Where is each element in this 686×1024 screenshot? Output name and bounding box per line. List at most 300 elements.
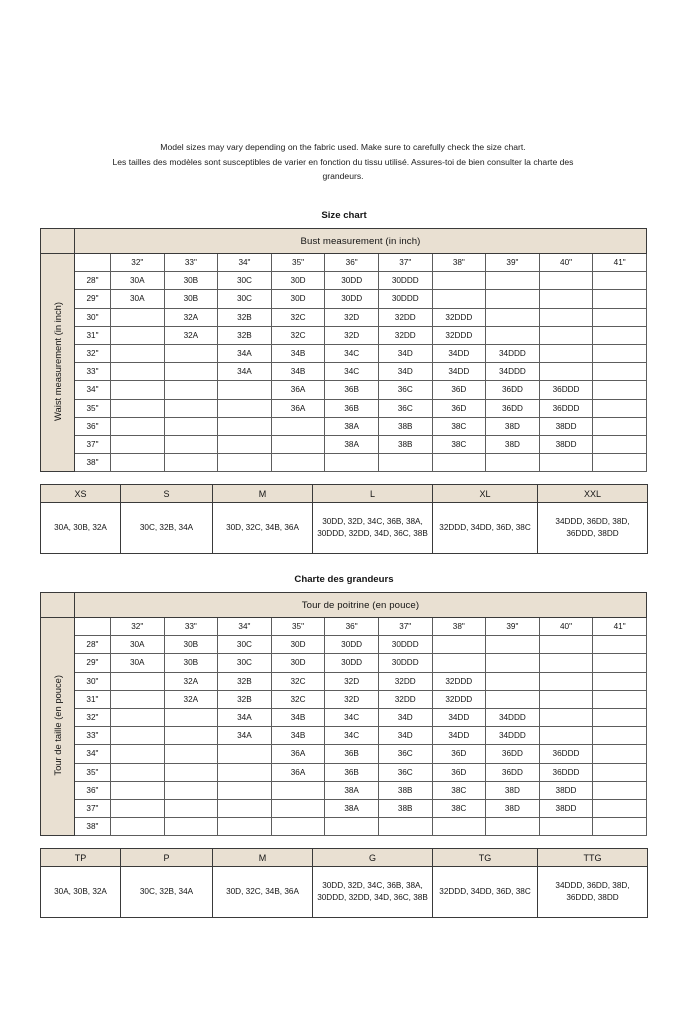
waist-axis-label-cell-english [41, 254, 75, 472]
bra-size-cell [110, 363, 164, 381]
table-row [41, 690, 647, 708]
table-row [41, 454, 647, 472]
bra-size-cell: 38B [378, 799, 432, 817]
size-letters-head-french [41, 849, 648, 867]
intro-paragraph [43, 140, 643, 184]
bra-size-cell: 38D [486, 781, 540, 799]
bra-size-cell: 30A [110, 272, 164, 290]
bra-size-cell: 30A [110, 290, 164, 308]
bra-size-cell: 38B [378, 417, 432, 435]
bust-header-fr-10: 41" [593, 618, 647, 636]
size-label-fr-3: G [313, 849, 433, 867]
bra-size-cell: 30DDD [378, 272, 432, 290]
bra-size-cell [110, 308, 164, 326]
bra-size-cell [164, 344, 218, 362]
bra-size-cell [539, 708, 593, 726]
bra-size-cell: 38DD [539, 417, 593, 435]
bra-size-cell: 38B [378, 435, 432, 453]
size-label-fr-4: TG [433, 849, 538, 867]
bust-header-blank [74, 254, 110, 272]
waist-axis-label-french: Tour de taille (en pouce) [51, 675, 63, 776]
bra-size-cell [164, 763, 218, 781]
size-letters-head-english [41, 485, 648, 503]
bust-header-fr-3: 34" [218, 618, 272, 636]
waist-value-fr-1: 29" [74, 654, 110, 672]
bra-size-cell [432, 636, 486, 654]
bra-size-cell: 36B [325, 745, 379, 763]
bra-size-cell: 36D [432, 763, 486, 781]
size-values-en-5: 34DDD, 36DD, 38D, 36DDD, 38DD [538, 503, 648, 554]
table-row [41, 636, 647, 654]
waist-value-fr-5: 33" [74, 727, 110, 745]
bra-size-cell: 38C [432, 435, 486, 453]
bra-size-cell: 30C [218, 654, 272, 672]
bra-size-cell: 36D [432, 399, 486, 417]
table-row [41, 745, 647, 763]
size-letters-value-row [41, 503, 648, 554]
bra-size-cell: 32DD [378, 308, 432, 326]
table-row [41, 799, 647, 817]
bra-size-cell [432, 290, 486, 308]
size-values-en-1: 30C, 32B, 34A [121, 503, 213, 554]
bra-size-cell [486, 290, 540, 308]
bra-size-cell [164, 435, 218, 453]
table-row [41, 763, 647, 781]
bra-size-cell: 32A [164, 326, 218, 344]
measurement-body-english [41, 229, 647, 472]
bra-size-cell [218, 745, 272, 763]
table-row [41, 399, 647, 417]
size-letters-french [40, 848, 647, 918]
bra-size-cell [218, 799, 272, 817]
header-row-english [41, 254, 647, 272]
size-label-fr-5: TTG [538, 849, 648, 867]
bust-header-en-5: 36" [325, 254, 379, 272]
bra-size-cell: 34C [325, 344, 379, 362]
bra-size-cell: 36D [432, 381, 486, 399]
bra-size-cell: 30DDD [378, 290, 432, 308]
intro-line-english: Model sizes may vary depending on the fabric used. Make sure to carefully check the size chart. [160, 142, 526, 152]
banner-row [41, 593, 647, 618]
bra-size-cell [593, 727, 647, 745]
size-label-en-5: XXL [538, 485, 648, 503]
measurement-table-french [40, 592, 647, 836]
bust-waist-chart-english [40, 228, 647, 472]
bra-size-cell [164, 799, 218, 817]
size-values-en-4: 32DDD, 34DD, 36D, 38C [433, 503, 538, 554]
bra-size-cell: 32C [271, 308, 325, 326]
bra-size-cell: 34C [325, 708, 379, 726]
bra-size-cell [110, 454, 164, 472]
bra-size-cell [593, 799, 647, 817]
measurement-body-french [41, 593, 647, 836]
bra-size-cell [539, 344, 593, 362]
bra-size-cell [593, 344, 647, 362]
bra-size-cell: 30D [271, 654, 325, 672]
bra-size-cell: 34D [378, 344, 432, 362]
bra-size-cell [539, 690, 593, 708]
bra-size-cell: 38A [325, 435, 379, 453]
bra-size-cell [110, 818, 164, 836]
bra-size-cell: 36DD [486, 381, 540, 399]
bra-size-cell [432, 272, 486, 290]
bra-size-cell: 38DD [539, 799, 593, 817]
bra-size-cell: 32B [218, 308, 272, 326]
waist-value-fr-4: 32" [74, 708, 110, 726]
bra-size-cell [110, 435, 164, 453]
waist-value-en-2: 30" [74, 308, 110, 326]
bra-size-cell: 30D [271, 272, 325, 290]
waist-value-en-3: 31" [74, 326, 110, 344]
bra-size-cell [593, 308, 647, 326]
bust-header-en-2: 33" [164, 254, 218, 272]
bra-size-cell: 34D [378, 727, 432, 745]
bra-size-cell: 36DDD [539, 763, 593, 781]
bra-size-cell [539, 272, 593, 290]
table-row [41, 727, 647, 745]
bra-size-cell: 34DDD [486, 344, 540, 362]
bra-size-cell [164, 781, 218, 799]
bra-size-cell [164, 417, 218, 435]
bra-size-cell [486, 690, 540, 708]
size-letters-value-row [41, 867, 648, 918]
bra-size-cell [110, 690, 164, 708]
bra-size-cell: 32DDD [432, 690, 486, 708]
bra-size-cell [218, 417, 272, 435]
bra-size-cell [486, 326, 540, 344]
bra-size-cell: 36A [271, 399, 325, 417]
bra-size-cell [539, 326, 593, 344]
bra-size-cell: 32A [164, 308, 218, 326]
bra-size-cell: 30DD [325, 636, 379, 654]
bra-size-cell: 30C [218, 272, 272, 290]
size-letters-table-english [40, 484, 648, 554]
bra-size-cell [539, 454, 593, 472]
bust-header-fr-9: 40" [539, 618, 593, 636]
bra-size-cell [539, 363, 593, 381]
bra-size-cell [218, 381, 272, 399]
bra-size-cell [593, 672, 647, 690]
bra-size-cell [218, 781, 272, 799]
bra-size-cell: 32B [218, 326, 272, 344]
bra-size-cell [593, 326, 647, 344]
bra-size-cell [164, 727, 218, 745]
bra-size-cell: 34C [325, 727, 379, 745]
bra-size-cell: 32DDD [432, 308, 486, 326]
bra-size-cell [271, 818, 325, 836]
bra-size-cell: 36C [378, 763, 432, 781]
intro-line-french-2: grandeurs. [322, 171, 364, 182]
size-letters-english [40, 484, 647, 554]
bra-size-cell [110, 344, 164, 362]
bra-size-cell [486, 272, 540, 290]
bra-size-cell [325, 818, 379, 836]
bra-size-cell [593, 399, 647, 417]
bra-size-cell: 38C [432, 781, 486, 799]
bra-size-cell [593, 763, 647, 781]
bra-size-cell [486, 672, 540, 690]
waist-axis-label-english: Waist measurement (in inch) [51, 302, 63, 422]
bra-size-cell: 32B [218, 672, 272, 690]
bra-size-cell [593, 636, 647, 654]
bra-size-cell: 32C [271, 672, 325, 690]
bra-size-cell [164, 818, 218, 836]
bra-size-cell: 32DD [378, 326, 432, 344]
bra-size-cell [325, 454, 379, 472]
bra-size-cell [164, 745, 218, 763]
banner-corner [41, 229, 75, 254]
bra-size-cell [486, 818, 540, 836]
bra-size-cell: 30A [110, 636, 164, 654]
table-row [41, 308, 647, 326]
bra-size-cell: 34A [218, 727, 272, 745]
bra-size-cell [539, 654, 593, 672]
size-letters-body-english [41, 503, 648, 554]
size-letters-header-row [41, 485, 648, 503]
bra-size-cell: 34DDD [486, 727, 540, 745]
bra-size-cell: 32C [271, 690, 325, 708]
size-label-fr-0: TP [41, 849, 121, 867]
table-row [41, 381, 647, 399]
waist-value-fr-9: 37" [74, 799, 110, 817]
bra-size-cell [110, 399, 164, 417]
bra-size-cell: 38A [325, 417, 379, 435]
size-letters-body-french [41, 867, 648, 918]
bra-size-cell: 30B [164, 654, 218, 672]
size-label-en-0: XS [41, 485, 121, 503]
bra-size-cell [486, 636, 540, 654]
bra-size-cell: 34B [271, 344, 325, 362]
bra-size-cell: 34D [378, 363, 432, 381]
bra-size-cell [593, 745, 647, 763]
bra-size-cell: 36DD [486, 763, 540, 781]
bra-size-cell [378, 454, 432, 472]
bra-size-cell: 34DDD [486, 363, 540, 381]
bust-header-en-7: 38" [432, 254, 486, 272]
bra-size-cell [539, 727, 593, 745]
table-row [41, 272, 647, 290]
waist-value-fr-7: 35" [74, 763, 110, 781]
bra-size-cell [110, 763, 164, 781]
bust-header-blank [74, 618, 110, 636]
bra-size-cell [432, 818, 486, 836]
bust-header-fr-1: 32" [110, 618, 164, 636]
bra-size-cell [271, 799, 325, 817]
bust-header-fr-7: 38" [432, 618, 486, 636]
bra-size-cell [271, 435, 325, 453]
bra-size-cell [378, 818, 432, 836]
waist-value-fr-6: 34" [74, 745, 110, 763]
bra-size-cell [593, 654, 647, 672]
bra-size-cell [110, 708, 164, 726]
bra-size-cell: 34DD [432, 708, 486, 726]
bra-size-cell: 30B [164, 290, 218, 308]
waist-value-en-6: 34" [74, 381, 110, 399]
bra-size-cell [593, 454, 647, 472]
size-values-en-0: 30A, 30B, 32A [41, 503, 121, 554]
waist-value-en-0: 28" [74, 272, 110, 290]
bra-size-cell: 36DDD [539, 381, 593, 399]
bra-size-cell: 32B [218, 690, 272, 708]
waist-value-fr-10: 38" [74, 818, 110, 836]
waist-value-fr-2: 30" [74, 672, 110, 690]
bra-size-cell: 34B [271, 363, 325, 381]
bra-size-cell [539, 818, 593, 836]
bust-header-fr-5: 36" [325, 618, 379, 636]
bra-size-cell: 30D [271, 636, 325, 654]
page-title-english: Size chart [321, 210, 367, 221]
size-values-fr-5: 34DDD, 36DD, 38D, 36DDD, 38DD [538, 867, 648, 918]
bra-size-cell [593, 290, 647, 308]
bra-size-cell: 32D [325, 690, 379, 708]
bra-size-cell [593, 417, 647, 435]
bra-size-cell [486, 454, 540, 472]
bra-size-cell [593, 708, 647, 726]
bra-size-cell: 34A [218, 708, 272, 726]
bra-size-cell: 38D [486, 417, 540, 435]
table-row [41, 708, 647, 726]
table-row [41, 654, 647, 672]
size-values-fr-1: 30C, 32B, 34A [121, 867, 213, 918]
bra-size-cell [110, 326, 164, 344]
bra-size-cell [110, 799, 164, 817]
bra-size-cell: 30DD [325, 272, 379, 290]
size-values-fr-4: 32DDD, 34DD, 36D, 38C [433, 867, 538, 918]
bra-size-cell [593, 363, 647, 381]
bra-size-cell: 36A [271, 763, 325, 781]
bust-header-en-9: 40" [539, 254, 593, 272]
bra-size-cell: 32D [325, 672, 379, 690]
bust-header-en-6: 37" [378, 254, 432, 272]
bra-size-cell: 30DD [325, 654, 379, 672]
bra-size-cell: 32DDD [432, 672, 486, 690]
bra-size-cell [110, 672, 164, 690]
bra-size-cell [432, 654, 486, 672]
bust-header-en-10: 41" [593, 254, 647, 272]
bra-size-cell [593, 381, 647, 399]
size-values-fr-3: 30DD, 32D, 34C, 36B, 38A, 30DDD, 32DD, 34D, 36C, 38B [313, 867, 433, 918]
bra-size-cell [539, 308, 593, 326]
bra-size-cell: 36DD [486, 745, 540, 763]
waist-value-fr-8: 36" [74, 781, 110, 799]
bra-size-cell: 32C [271, 326, 325, 344]
bra-size-cell: 32DD [378, 690, 432, 708]
size-letters-header-row [41, 849, 648, 867]
bra-size-cell: 36C [378, 745, 432, 763]
bust-header-en-1: 32" [110, 254, 164, 272]
bra-size-cell [593, 690, 647, 708]
bra-size-cell: 34DDD [486, 708, 540, 726]
table-row [41, 435, 647, 453]
bra-size-cell: 38DD [539, 435, 593, 453]
bust-header-fr-4: 35" [271, 618, 325, 636]
bra-size-cell: 30B [164, 636, 218, 654]
bra-size-cell [593, 435, 647, 453]
waist-value-en-4: 32" [74, 344, 110, 362]
bra-size-cell: 34B [271, 708, 325, 726]
bra-size-cell: 32DD [378, 672, 432, 690]
banner-corner [41, 593, 75, 618]
table-row [41, 363, 647, 381]
bra-size-cell: 34C [325, 363, 379, 381]
bra-size-cell [218, 763, 272, 781]
bra-size-cell: 34DD [432, 727, 486, 745]
size-label-fr-1: P [121, 849, 213, 867]
bra-size-cell [110, 727, 164, 745]
bra-size-cell [164, 399, 218, 417]
size-label-en-2: M [213, 485, 313, 503]
bra-size-cell: 32A [164, 672, 218, 690]
bra-size-cell [486, 308, 540, 326]
table-row [41, 818, 647, 836]
bra-size-cell: 38DD [539, 781, 593, 799]
bra-size-cell: 36C [378, 399, 432, 417]
table-row [41, 290, 647, 308]
bra-size-cell: 38A [325, 799, 379, 817]
bra-size-cell: 34A [218, 344, 272, 362]
waist-value-fr-3: 31" [74, 690, 110, 708]
bra-size-cell: 38B [378, 781, 432, 799]
bra-size-cell [271, 417, 325, 435]
bra-size-cell [218, 818, 272, 836]
waist-value-en-5: 33" [74, 363, 110, 381]
header-row-french [41, 618, 647, 636]
waist-value-en-8: 36" [74, 417, 110, 435]
bra-size-cell [164, 708, 218, 726]
bra-size-cell [539, 672, 593, 690]
bra-size-cell: 36D [432, 745, 486, 763]
bra-size-cell [164, 363, 218, 381]
bra-size-cell: 38D [486, 799, 540, 817]
bra-size-cell: 30C [218, 290, 272, 308]
bra-size-cell [164, 381, 218, 399]
bra-size-cell: 32A [164, 690, 218, 708]
bra-size-cell: 38D [486, 435, 540, 453]
bra-size-cell: 34D [378, 708, 432, 726]
bust-banner-english: Bust measurement (in inch) [74, 229, 646, 254]
size-values-en-2: 30D, 32C, 34B, 36A [213, 503, 313, 554]
bra-size-cell: 36A [271, 381, 325, 399]
bra-size-cell [593, 818, 647, 836]
bust-header-fr-8: 39" [486, 618, 540, 636]
bra-size-cell: 36DDD [539, 399, 593, 417]
size-values-fr-0: 30A, 30B, 32A [41, 867, 121, 918]
bra-size-cell [110, 745, 164, 763]
bra-size-cell: 30DDD [378, 654, 432, 672]
bra-size-cell [218, 435, 272, 453]
bra-size-cell [110, 417, 164, 435]
bra-size-cell: 30DD [325, 290, 379, 308]
bra-size-cell [486, 654, 540, 672]
bra-size-cell: 36C [378, 381, 432, 399]
bust-header-fr-6: 37" [378, 618, 432, 636]
size-values-en-3: 30DD, 32D, 34C, 36B, 38A, 30DDD, 32DD, 34D, 36C, 38B [313, 503, 433, 554]
waist-value-en-9: 37" [74, 435, 110, 453]
bra-size-cell: 34B [271, 727, 325, 745]
bra-size-cell: 30C [218, 636, 272, 654]
size-letters-table-french [40, 848, 648, 918]
waist-axis-label-cell-french [41, 618, 75, 836]
intro-line-french-1: Les tailles des modèles sont susceptibles de varier en fonction du tissu utilisé. Assures-toi de bien consulter la charte des [112, 156, 574, 167]
bra-size-cell [218, 454, 272, 472]
bra-size-cell [164, 454, 218, 472]
bra-size-cell: 36DDD [539, 745, 593, 763]
bra-size-cell [271, 454, 325, 472]
bust-header-en-3: 34" [218, 254, 272, 272]
size-values-fr-2: 30D, 32C, 34B, 36A [213, 867, 313, 918]
page-title-french: Charte des grandeurs [294, 574, 394, 585]
bra-size-cell: 32DDD [432, 326, 486, 344]
